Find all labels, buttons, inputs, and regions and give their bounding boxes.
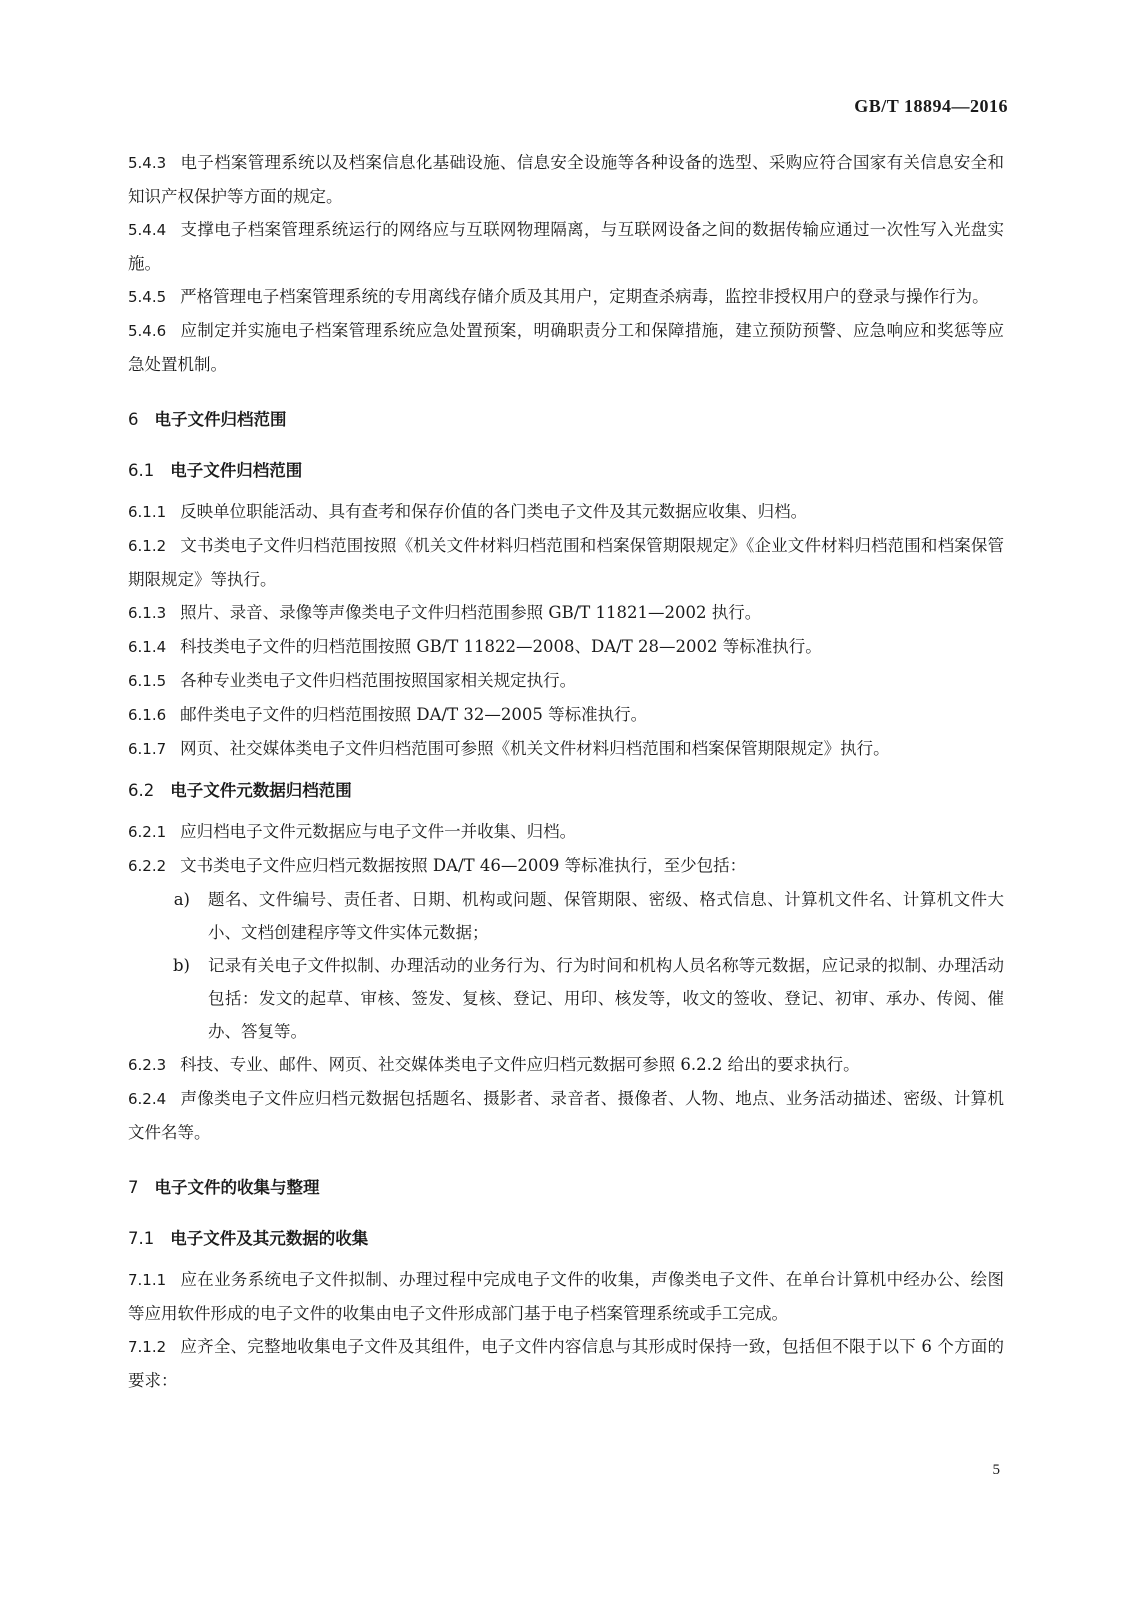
clause-number: 6.1.6 bbox=[128, 706, 167, 724]
clause-6-1-2 bbox=[128, 529, 1004, 596]
clause-text: 支撑电子档案管理系统运行的网络应与互联网物理隔离，与互联网设备之间的数据传输应通过一次性写入光盘实施。 bbox=[128, 220, 1004, 273]
clause-number: 5.4.3 bbox=[128, 154, 167, 172]
list-item-b bbox=[128, 949, 1004, 1048]
clause-number: 6.1.2 bbox=[128, 537, 167, 555]
clause-5-4-6 bbox=[128, 314, 1004, 381]
clause-6-2-2 bbox=[128, 849, 1004, 883]
clause-6-1-6 bbox=[128, 698, 1004, 732]
clause-6-2-1 bbox=[128, 815, 1004, 849]
clause-6-2-4 bbox=[128, 1082, 1004, 1149]
clause-number: 5.4.4 bbox=[128, 221, 167, 239]
clause-number: 7.1.2 bbox=[128, 1338, 167, 1356]
clause-6-1-1 bbox=[128, 495, 1004, 529]
clause-6-1-4 bbox=[128, 630, 1004, 664]
clause-5-4-3 bbox=[128, 146, 1004, 213]
list-marker: a) bbox=[173, 890, 190, 909]
clause-text: 应制定并实施电子档案管理系统应急处置预案，明确职责分工和保障措施，建立预防预警、应急响应和奖惩等应急处置机制。 bbox=[128, 321, 1004, 374]
section-number: 6.2 bbox=[128, 781, 155, 800]
section-6-heading bbox=[128, 403, 1004, 436]
clause-number: 6.1.1 bbox=[128, 503, 167, 521]
section-title: 电子文件及其元数据的收集 bbox=[170, 1229, 369, 1248]
section-number: 6.1 bbox=[128, 461, 155, 480]
clause-text: 照片、录音、录像等声像类电子文件归档范围参照 GB/T 11821—2002 执行。 bbox=[180, 603, 762, 622]
section-6-1-heading bbox=[128, 454, 1004, 487]
clause-6-1-3 bbox=[128, 596, 1004, 630]
section-title: 电子文件归档范围 bbox=[170, 461, 303, 480]
clause-number: 6.2.1 bbox=[128, 823, 167, 841]
section-title: 电子文件元数据归档范围 bbox=[170, 781, 352, 800]
section-number: 7 bbox=[128, 1178, 139, 1197]
section-number: 6 bbox=[128, 410, 139, 429]
section-6-2-heading bbox=[128, 774, 1004, 807]
clause-number: 6.1.4 bbox=[128, 638, 167, 656]
clause-text: 文书类电子文件归档范围按照《机关文件材料归档范围和档案保管期限规定》《企业文件材料归档范围和档案保管期限规定》等执行。 bbox=[128, 536, 1004, 589]
section-7-heading bbox=[128, 1171, 1004, 1204]
clause-text: 严格管理电子档案管理系统的专用离线存储介质及其用户，定期查杀病毒，监控非授权用户的登录与操作行为。 bbox=[180, 287, 989, 306]
clause-text: 应齐全、完整地收集电子文件及其组件，电子文件内容信息与其形成时保持一致，包括但不限于以下 6 个方面的要求： bbox=[128, 1337, 1004, 1390]
clause-text: 反映单位职能活动、具有查考和保存价值的各门类电子文件及其元数据应收集、归档。 bbox=[180, 502, 808, 521]
section-number: 7.1 bbox=[128, 1229, 155, 1248]
clause-text: 应在业务系统电子文件拟制、办理过程中完成电子文件的收集，声像类电子文件、在单台计算机中经办公、绘图等应用软件形成的电子文件的收集由电子文件形成部门基于电子档案管理系统或手工完成。 bbox=[128, 1270, 1004, 1323]
clause-5-4-5 bbox=[128, 280, 1004, 314]
section-title: 电子文件归档范围 bbox=[154, 410, 287, 429]
clause-number: 5.4.6 bbox=[128, 322, 167, 340]
clause-number: 6.2.2 bbox=[128, 857, 167, 875]
clause-text: 各种专业类电子文件归档范围按照国家相关规定执行。 bbox=[180, 671, 577, 690]
clause-text: 文书类电子文件应归档元数据按照 DA/T 46—2009 等标准执行，至少包括： bbox=[180, 856, 747, 875]
clause-number: 6.1.5 bbox=[128, 672, 167, 690]
clause-text: 邮件类电子文件的归档范围按照 DA/T 32—2005 等标准执行。 bbox=[180, 705, 648, 724]
clause-6-1-7 bbox=[128, 732, 1004, 766]
standard-code: GB/T 18894—2016 bbox=[854, 96, 1008, 116]
clause-number: 6.2.3 bbox=[128, 1056, 167, 1074]
list-text: 题名、文件编号、责任者、日期、机构或问题、保管期限、密级、格式信息、计算机文件名、计算机文件大小、文档创建程序等文件实体元数据； bbox=[208, 890, 1004, 942]
list-item-a bbox=[128, 883, 1004, 949]
clause-number: 5.4.5 bbox=[128, 288, 167, 306]
page-number: 5 bbox=[992, 1462, 1000, 1478]
clause-number: 7.1.1 bbox=[128, 1271, 167, 1289]
clause-6-1-5 bbox=[128, 664, 1004, 698]
clause-number: 6.1.3 bbox=[128, 604, 167, 622]
clause-text: 电子档案管理系统以及档案信息化基础设施、信息安全设施等各种设备的选型、采购应符合国家有关信息安全和知识产权保护等方面的规定。 bbox=[128, 153, 1004, 206]
clause-7-1-1 bbox=[128, 1263, 1004, 1330]
document-body bbox=[128, 146, 1004, 1397]
list-text: 记录有关电子文件拟制、办理活动的业务行为、行为时间和机构人员名称等元数据，应记录的拟制、办理活动包括：发文的起草、审核、签发、复核、登记、用印、核发等，收文的签收、登记、初审、承办、传阅、催办、答复等。 bbox=[208, 956, 1004, 1041]
clause-number: 6.1.7 bbox=[128, 740, 167, 758]
clause-text: 应归档电子文件元数据应与电子文件一并收集、归档。 bbox=[180, 822, 577, 841]
clause-5-4-4 bbox=[128, 213, 1004, 280]
clause-6-2-3 bbox=[128, 1048, 1004, 1082]
clause-text: 科技类电子文件的归档范围按照 GB/T 11822—2008、DA/T 28—2002 等标准执行。 bbox=[180, 637, 822, 656]
list-marker: b) bbox=[173, 956, 190, 975]
clause-text: 科技、专业、邮件、网页、社交媒体类电子文件应归档元数据可参照 6.2.2 给出的要求执行。 bbox=[180, 1055, 860, 1074]
clause-text: 网页、社交媒体类电子文件归档范围可参照《机关文件材料归档范围和档案保管期限规定》执行。 bbox=[180, 739, 890, 758]
clause-number: 6.2.4 bbox=[128, 1090, 167, 1108]
section-7-1-heading bbox=[128, 1222, 1004, 1255]
section-title: 电子文件的收集与整理 bbox=[154, 1178, 320, 1197]
clause-text: 声像类电子文件应归档元数据包括题名、摄影者、录音者、摄像者、人物、地点、业务活动描述、密级、计算机文件名等。 bbox=[128, 1089, 1004, 1142]
clause-7-1-2 bbox=[128, 1330, 1004, 1397]
